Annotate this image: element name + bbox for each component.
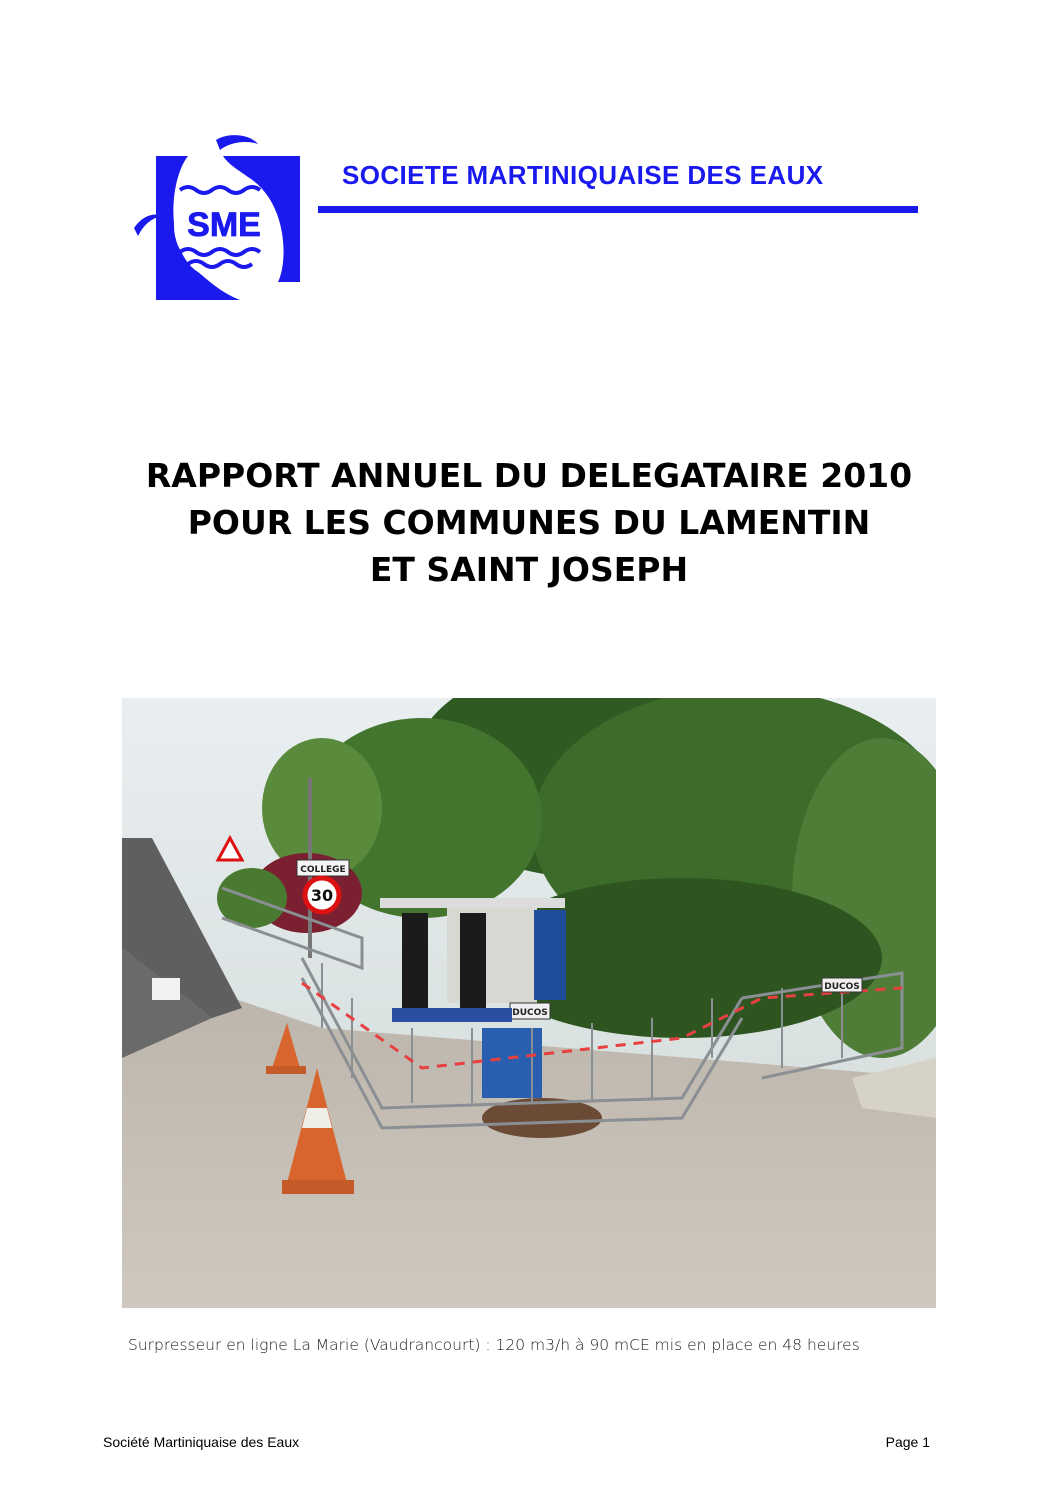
logo-text: SME	[187, 206, 261, 244]
sign-college: COLLEGE	[300, 865, 346, 875]
sign-speed: 30	[310, 886, 334, 905]
sign-ducos-1: DUCOS	[512, 1008, 548, 1018]
site-photo	[122, 698, 936, 1308]
footer-company: Société Martiniquaise des Eaux	[103, 1434, 300, 1450]
report-title	[0, 452, 1058, 593]
sign-ducos-2: DUCOS	[824, 982, 860, 992]
title-line-2: POUR LES COMMUNES DU LAMENTIN	[187, 503, 871, 542]
photo-caption: Surpresseur en ligne La Marie (Vaudrancourt) : 120 m3/h à 90 mCE mis en place en 48 heures	[128, 1336, 860, 1354]
header-divider	[318, 206, 918, 213]
title-line-3: ET SAINT JOSEPH	[369, 550, 689, 589]
company-logo	[128, 132, 308, 304]
company-name: SOCIETE MARTINIQUAISE DES EAUX	[342, 160, 824, 190]
page-number: Page 1	[885, 1434, 930, 1450]
title-line-1: RAPPORT ANNUEL DU DELEGATAIRE 2010	[145, 456, 913, 495]
